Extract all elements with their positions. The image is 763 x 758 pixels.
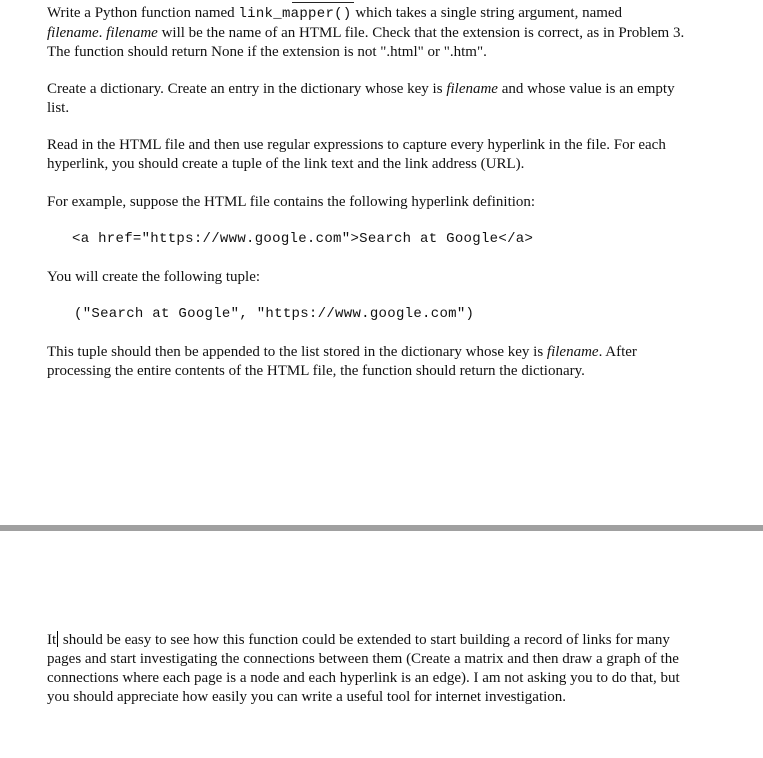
paragraph-function-spec[interactable]: Write a Python function named link_mapper() which takes a single string argument, named filename. filename will be the name of an HTML file. Check that the extension is correct, as in Problem 3. The function should return None if the extension is not ".html" or ".htm". [47,5,685,60]
code-example-tuple[interactable]: ("Search at Google", "https://www.google.com") [74,306,475,322]
paragraph-read-html[interactable]: Read in the HTML file and then use regular expressions to capture every hyperlink in the file. For each hyperlink, you should create a tuple of the link text and the link address (URL). [47,137,666,172]
clipped-underline [292,0,354,3]
paragraph-tuple-intro[interactable]: You will create the following tuple: [47,269,261,285]
paragraph-append-tuple[interactable]: This tuple should then be appended to the list stored in the dictionary whose key is filename. After processing the entire contents of the HTML file, the function should return the dictionary. [47,344,637,379]
paragraph-extension-note[interactable]: It should be easy to see how this function could be extended to start building a record of links for many pages and start investigating the connections between them (Create a matrix and then draw a graph of the connections where each page is a node and each hyperlink is an edge). I am not asking you to do that, but you should appreciate how easily you can write a useful tool for internet investigation. [47,632,680,705]
paragraph-example-intro[interactable]: For example, suppose the HTML file contains the following hyperlink definition: [47,194,536,210]
code-example-hyperlink[interactable]: <a href="https://www.google.com">Search at Google</a> [72,231,534,247]
document-page-2 [0,531,763,758]
inline-code-function-name: link_mapper() [238,6,352,22]
paragraph-create-dictionary[interactable]: Create a dictionary. Create an entry in the dictionary whose key is filename and whose value is an empty list. [47,81,675,116]
